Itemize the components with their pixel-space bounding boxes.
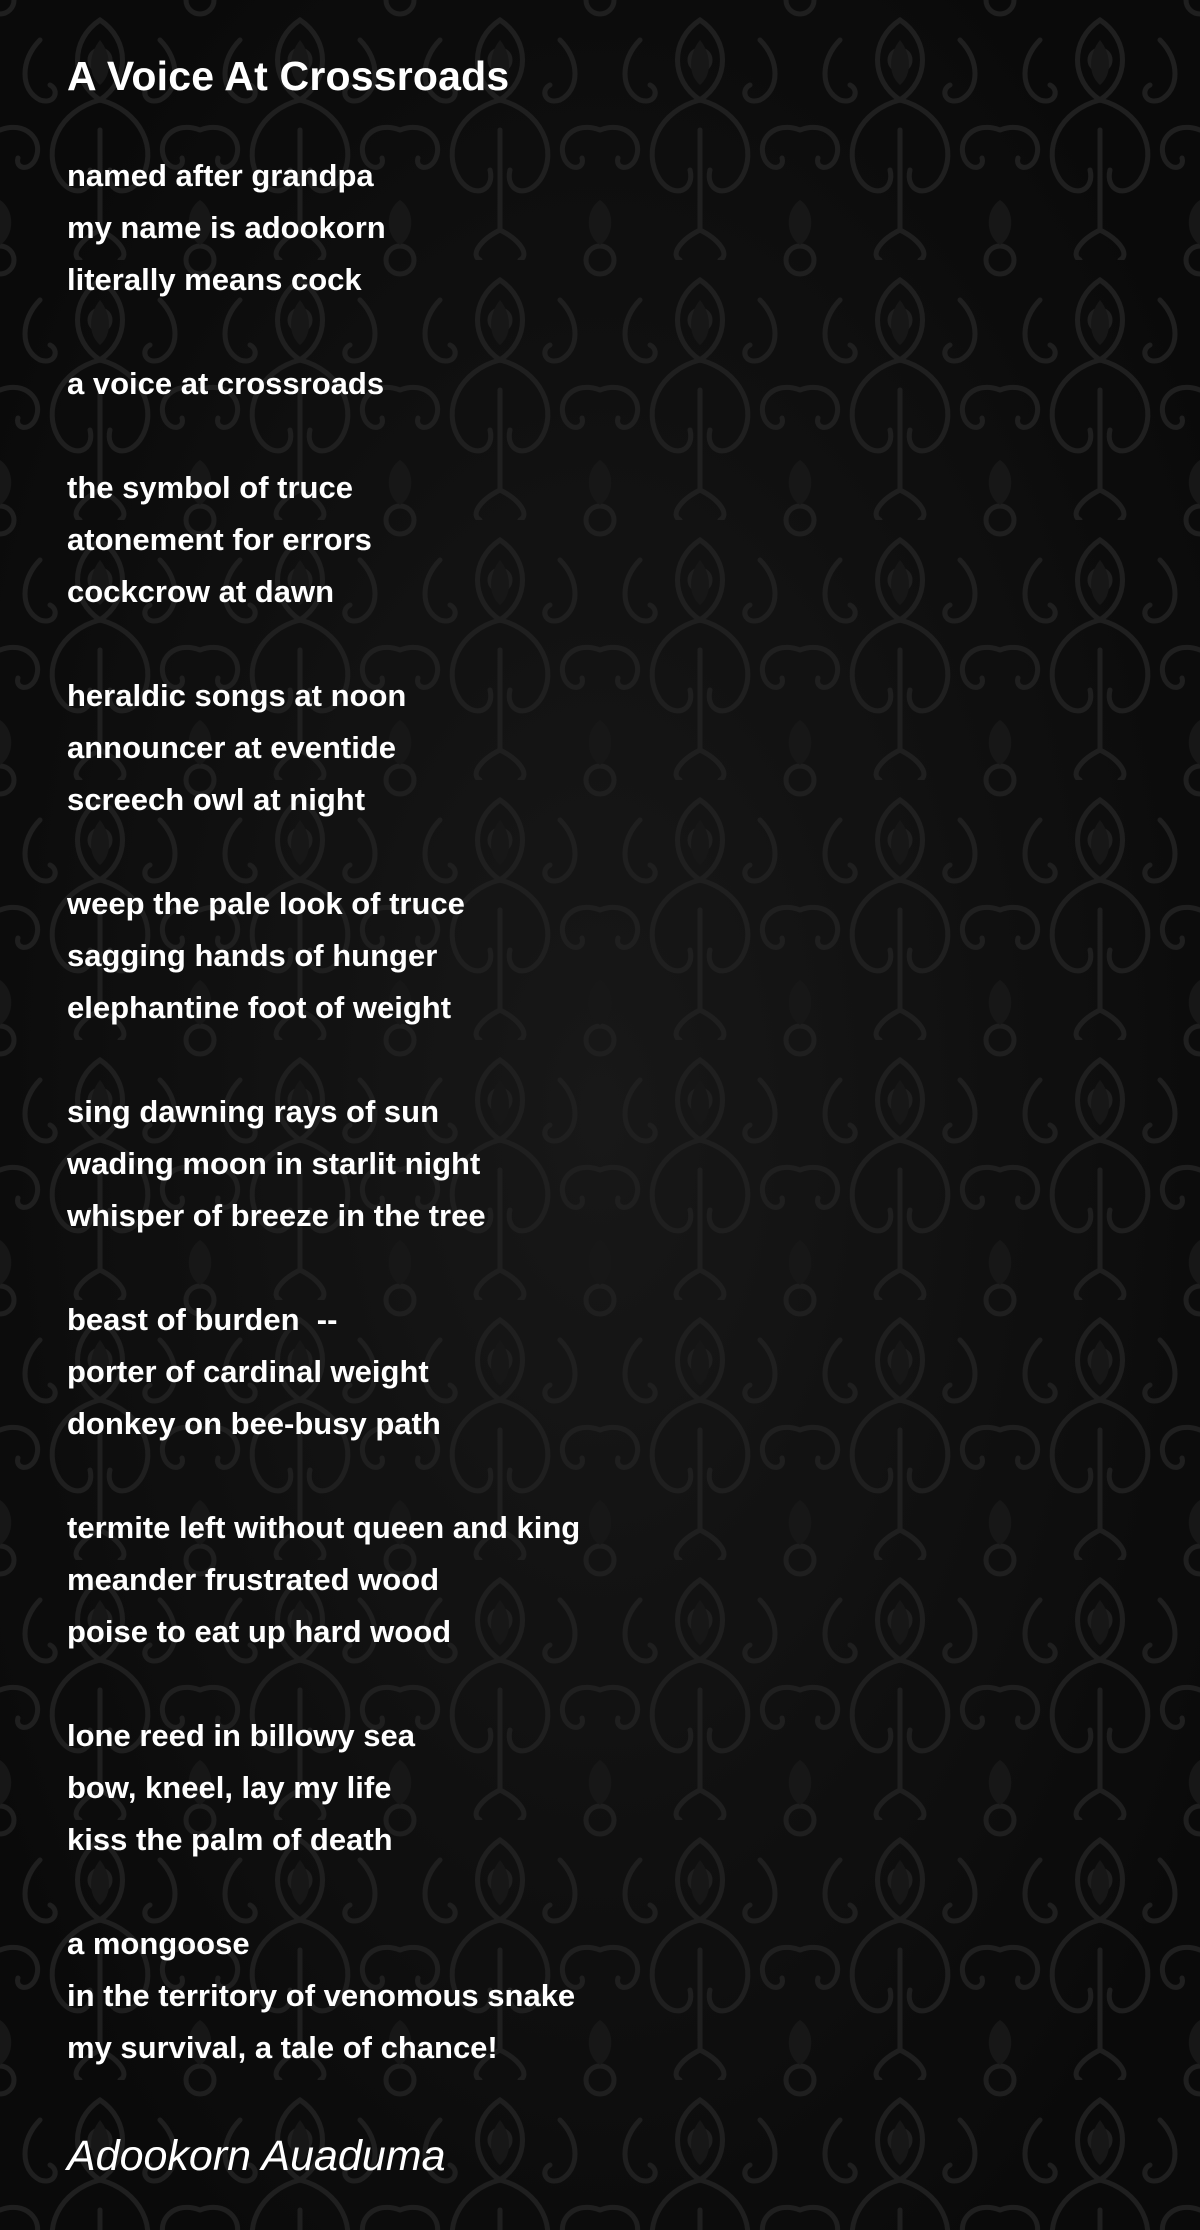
- poem-line: a voice at crossroads: [67, 366, 385, 401]
- poem-line: lone reed in billowy sea: [67, 1718, 415, 1753]
- poem-line: screech owl at night: [67, 782, 366, 817]
- poem-line: sing dawning rays of sun: [67, 1094, 440, 1129]
- poem-line: in the territory of venomous snake: [67, 1978, 576, 2013]
- poem-line: kiss the palm of death: [67, 1822, 393, 1857]
- stanza: [67, 1502, 580, 1658]
- poem-line: donkey on bee-busy path: [67, 1406, 441, 1441]
- stanza: [67, 1294, 580, 1450]
- poem-body: [67, 150, 580, 2126]
- poem-line: meander frustrated wood: [67, 1562, 440, 1597]
- stanza: [67, 1086, 580, 1242]
- stanza: [67, 670, 580, 826]
- poem-line: cockcrow at dawn: [67, 574, 335, 609]
- poem-line: bow, kneel, lay my life: [67, 1770, 392, 1805]
- stanza: [67, 358, 580, 410]
- poem-line: sagging hands of hunger: [67, 938, 438, 973]
- poem-line: the symbol of truce: [67, 470, 353, 505]
- stanza: [67, 1710, 580, 1866]
- poem-line: poise to eat up hard wood: [67, 1614, 452, 1649]
- poem-author: Adookorn Auaduma: [67, 2132, 446, 2180]
- poem-line: a mongoose: [67, 1926, 250, 1961]
- stanza: [67, 462, 580, 618]
- poem-title: A Voice At Crossroads: [67, 53, 510, 99]
- poem-line: elephantine foot of weight: [67, 990, 452, 1025]
- poem-line: named after grandpa: [67, 158, 374, 193]
- poem-line: announcer at eventide: [67, 730, 397, 765]
- stanza: [67, 1918, 580, 2074]
- poem-line: termite left without queen and king: [67, 1510, 581, 1545]
- poem-line: porter of cardinal weight: [67, 1354, 429, 1389]
- poem-line: wading moon in starlit night: [67, 1146, 481, 1181]
- poem-line: beast of burden --: [67, 1302, 338, 1337]
- poem-line: my name is adookorn: [67, 210, 386, 245]
- stanza: [67, 878, 580, 1034]
- poem-line: weep the pale look of truce: [67, 886, 465, 921]
- poem-line: atonement for errors: [67, 522, 372, 557]
- poem-line: my survival, a tale of chance!: [67, 2030, 498, 2065]
- poem-line: literally means cock: [67, 262, 362, 297]
- poem-line: heraldic songs at noon: [67, 678, 407, 713]
- stanza: [67, 150, 580, 306]
- poem-line: whisper of breeze in the tree: [67, 1198, 486, 1233]
